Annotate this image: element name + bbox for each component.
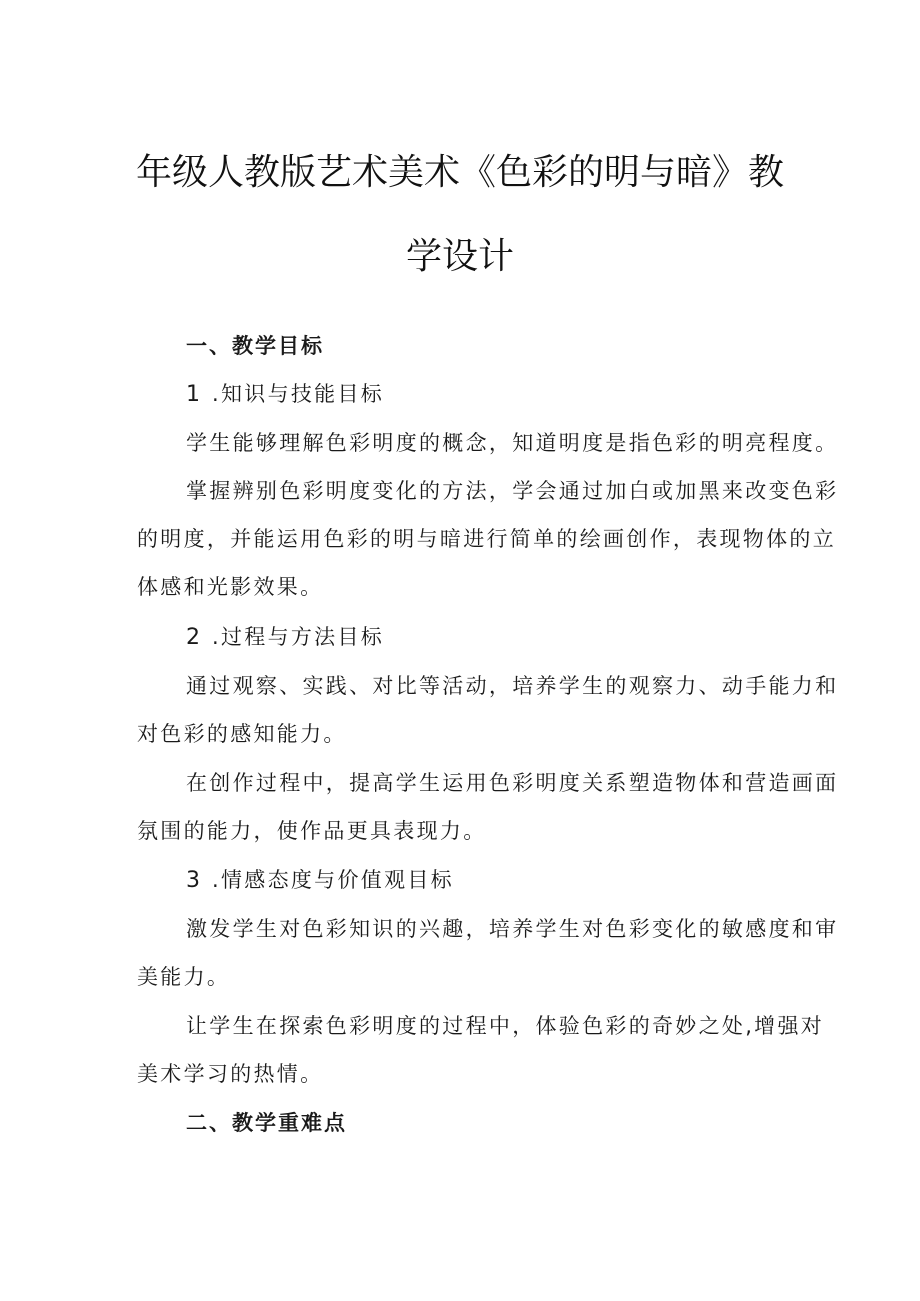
subheading-emotion-values [186,864,454,894]
subheading-knowledge-skills [186,378,384,408]
paragraph-line: 让学生在探索色彩明度的过程中，体验色彩的奇妙之处,增强对 [186,1014,825,1038]
subheading-number: 2 [186,625,200,650]
paragraph-line: 美能力。 [137,965,231,989]
document-title-line-2: 学设计 [405,236,514,277]
paragraph-line: 通过观察、实践、对比等活动，培养学生的观察力、动手能力和 [186,674,839,698]
document-title-line-1: 年级人教版艺术美术《色彩的明与暗》教 [135,152,784,193]
paragraph-line: 体感和光影效果。 [137,575,324,599]
section-heading-key-points: 二、教学重难点 [186,1111,347,1135]
paragraph-line: 美术学习的热情。 [137,1062,324,1086]
subheading-text: .情感态度与价值观目标 [212,868,454,892]
paragraph-line: 掌握辨别色彩明度变化的方法，学会通过加白或加黑来改变色彩 [186,479,839,503]
paragraph-line: 对色彩的感知能力。 [137,722,347,746]
subheading-text: .知识与技能目标 [212,382,385,406]
paragraph-line: 在创作过程中，提高学生运用色彩明度关系塑造物体和营造画面 [186,771,839,795]
paragraph-line: 的明度，并能运用色彩的明与暗进行简单的绘画创作，表现物体的立 [137,527,836,551]
subheading-number: 1 [186,382,200,407]
subheading-text: .过程与方法目标 [212,625,385,649]
section-heading-objectives: 一、教学目标 [186,334,324,358]
subheading-process-methods [186,621,384,651]
paragraph-line: 学生能够理解色彩明度的概念，知道明度是指色彩的明亮程度。 [186,431,839,455]
subheading-number: 3 [186,868,200,893]
paragraph-line: 氛围的能力，使作品更具表现力。 [137,819,487,843]
paragraph-line: 激发学生对色彩知识的兴趣，培养学生对色彩变化的敏感度和审 [186,917,839,941]
